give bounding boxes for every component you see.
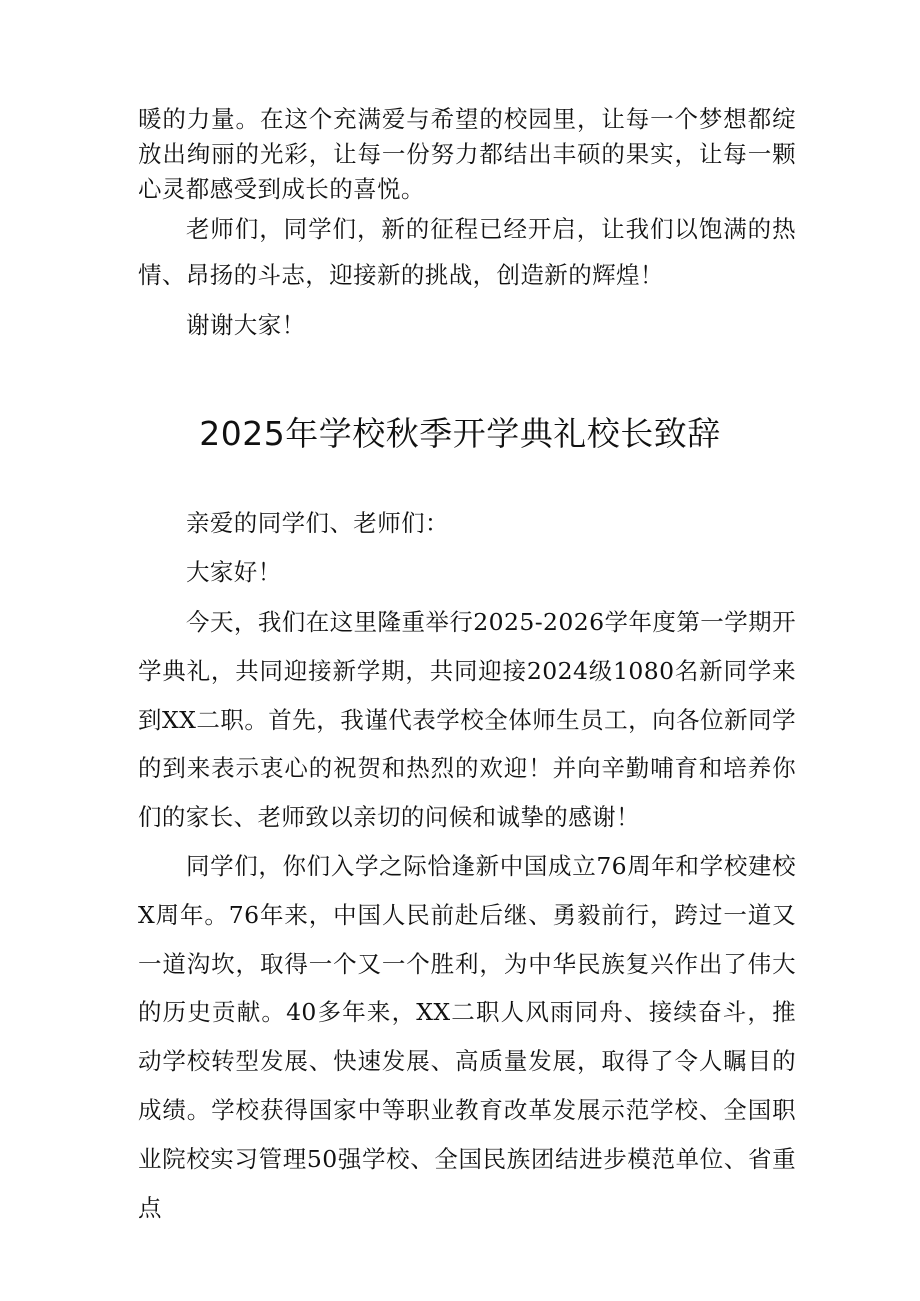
thanks-paragraph: 谢谢大家！ (186, 311, 306, 339)
salutation-paragraph: 亲爱的同学们、老师们： (186, 509, 449, 537)
closing-call-paragraph: 老师们，同学们，新的征程已经开启，让我们以饱满的热情、昂扬的斗志，迎接新的挑战，创造新的辉煌！ (138, 215, 796, 289)
body-paragraph-1: 今天，我们在这里隆重举行2025-2026学年度第一学期开学典礼，共同迎接新学期，共同迎接2024级1080名新同学来到XX二职。首先，我谨代表学校全体师生员工，向各位新同学的到来表示衷心的祝贺和热烈的欢迎！并向辛勤哺育和培养你们的家长、老师致以亲切的问候和诚挚的感谢！ (138, 608, 796, 832)
speech-title: 2025年学校秋季开学典礼校长致辞 (199, 414, 721, 453)
body-paragraph-2: 同学们，你们入学之际恰逢新中国成立76周年和学校建校X周年。76年来，中国人民前赴后继、勇毅前行，跨过一道又一道沟坎，取得一个又一个胜利，为中华民族复兴作出了伟大的历史贡献。40多年来，XX二职人风雨同舟、接续奋斗，推动学校转型发展、快速发展、高质量发展，取得了令人瞩目的成绩。学校获得国家中等职业教育改革发展示范学校、全国职业院校实习管理50强学校、全国民族团结进步模范单位、省重点 (138, 852, 796, 1222)
greeting-paragraph: 大家好！ (186, 558, 282, 586)
continuation-paragraph: 暖的力量。在这个充满爱与希望的校园里，让每一个梦想都绽放出绚丽的光彩，让每一份努力都结出丰硕的果实，让每一颗心灵都感受到成长的喜悦。 (138, 105, 796, 203)
